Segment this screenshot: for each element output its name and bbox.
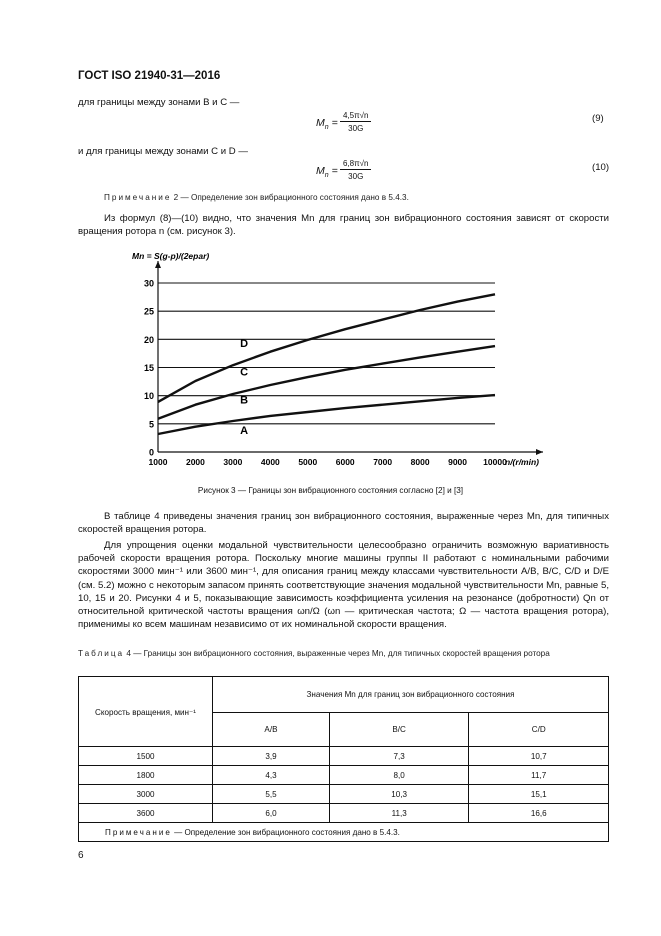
table-cell: 6,0: [213, 804, 330, 823]
page-number: 6: [78, 850, 84, 861]
table-cell: 11,7: [469, 766, 609, 785]
table-header-speed: Скорость вращения, мин⁻¹: [79, 677, 213, 747]
eq9-lhs: $M_n$ =: [316, 117, 338, 132]
table-header-group: Значения Mn для границ зон вибрационного состояния: [213, 677, 609, 713]
paragraph-formulas: Из формул (8)—(10) видно, что значения Mn для границ зон вибрационного состояния зависят от скорости вращения ротора n (см. рисунок 3).: [78, 213, 609, 238]
table-cell: 5,5: [213, 785, 330, 804]
document-header: ГОСТ ISO 21940-31—2016: [78, 70, 221, 82]
x-axis-label: n/(r/min): [505, 457, 539, 467]
table-4: [78, 676, 609, 842]
table-note: Примечание — Определение зон вибрационного состояния дано в 5.4.3.: [79, 823, 609, 842]
table-cell: 16,6: [469, 804, 609, 823]
y-axis-arrow: [155, 261, 161, 268]
x-tick-label: 8000: [410, 457, 430, 467]
table-cell: 4,3: [213, 766, 330, 785]
zone-label-b: B: [240, 394, 249, 407]
eq10-number: (10): [592, 162, 610, 173]
y-tick-label: 25: [143, 306, 154, 317]
x-tick-label: 3000: [223, 457, 243, 467]
y-axis-label: Mn = S(g-p)/(2epar): [132, 251, 210, 261]
zone-label-c: C: [240, 366, 249, 379]
table-cell: 3000: [79, 785, 213, 804]
y-tick-label: 20: [143, 334, 154, 345]
zone-label-d: D: [240, 338, 249, 351]
y-tick-label: 10: [143, 391, 154, 402]
figure-3-chart: [110, 250, 580, 485]
eq9-number: (9): [592, 113, 604, 124]
table-header-col: C/D: [469, 713, 609, 747]
table-cell: 8,0: [329, 766, 469, 785]
series-line-b: [158, 346, 495, 419]
eq9-numerator: 4,5π√n: [340, 111, 371, 122]
table-header-col: B/C: [329, 713, 469, 747]
x-tick-label: 7000: [373, 457, 393, 467]
table-cell: 10,7: [469, 747, 609, 766]
table-cell: 1500: [79, 747, 213, 766]
eq9-denominator: 30G: [348, 124, 364, 133]
zone-label-a: A: [240, 424, 249, 437]
x-tick-label: 2000: [185, 457, 205, 467]
x-tick-label: 5000: [298, 457, 318, 467]
table-cell: 11,3: [329, 804, 469, 823]
table-caption: Таблица 4 — Границы зон вибрационного состояния, выраженные через Mn, для типичных скоростей вращения ротора: [78, 649, 550, 658]
table-row: [79, 804, 609, 823]
x-tick-label: 1000: [148, 457, 168, 467]
eq9-intro: для границы между зонами В и С —: [78, 97, 240, 108]
table-row: [79, 785, 609, 804]
x-tick-label: 9000: [448, 457, 468, 467]
figure-caption: Рисунок 3 — Границы зон вибрационного состояния согласно [2] и [3]: [197, 486, 464, 495]
eq10-lhs: $M_n$ =: [316, 165, 338, 180]
x-tick-label: 6000: [335, 457, 355, 467]
table-header-col: A/B: [213, 713, 330, 747]
table-row: [79, 747, 609, 766]
eq10-numerator: 6,8π√n: [340, 159, 371, 170]
series-line-c: [158, 294, 495, 402]
note-2: Примечание 2 — Определение зон вибрационного состояния дано в 5.4.3.: [104, 193, 409, 202]
y-tick-label: 5: [148, 419, 154, 430]
x-tick-label: 10000: [483, 457, 507, 467]
eq10-denominator: 30G: [348, 172, 364, 181]
eq10-fraction: [340, 159, 371, 181]
eq9-fraction: [340, 111, 371, 133]
eq10-intro: и для границы между зонами С и D —: [78, 146, 248, 157]
table-cell: 3600: [79, 804, 213, 823]
y-tick-label: 30: [143, 278, 154, 289]
table-cell: 1800: [79, 766, 213, 785]
table-cell: 3,9: [213, 747, 330, 766]
paragraph-table-intro: В таблице 4 приведены значения границ зон вибрационного состояния, выраженные через Mn, для типичных скоростей вращения ротора.: [78, 511, 609, 536]
table-row: [79, 766, 609, 785]
x-axis-arrow: [536, 449, 543, 455]
y-tick-label: 0: [148, 447, 154, 458]
table-cell: 15,1: [469, 785, 609, 804]
y-tick-label: 15: [143, 363, 154, 373]
table-cell: 10,3: [329, 785, 469, 804]
paragraph-modal-sensitivity: Для упрощения оценки модальной чувствительности целесообразно ограничить возможную вариативность рабочей скорости вращения ротора. Поскольку многие машины группы II работают с номинальными рабочими скоростями 3000 мин⁻¹ или 3600 мин⁻¹, для описания границ между классами чувствительности A/B, B/C, C/D и D/E (см. 5.2) можно с некоторым запасом принять соответствующие значения модальной чувствительности Mn, равные 5, 10, 15 и 20. Рисунки 4 и 5, показывающие зависимость коэффициента усиления на резонансе (добротности) Qn от относительной критической частоты вращения ωn/Ω (ωn — критическая частота; Ω — частота вращения ротора), применимы ко всем машинам независимо от их номинальной скорости вращения.: [78, 540, 609, 631]
x-tick-label: 4000: [260, 457, 280, 467]
table-cell: 7,3: [329, 747, 469, 766]
